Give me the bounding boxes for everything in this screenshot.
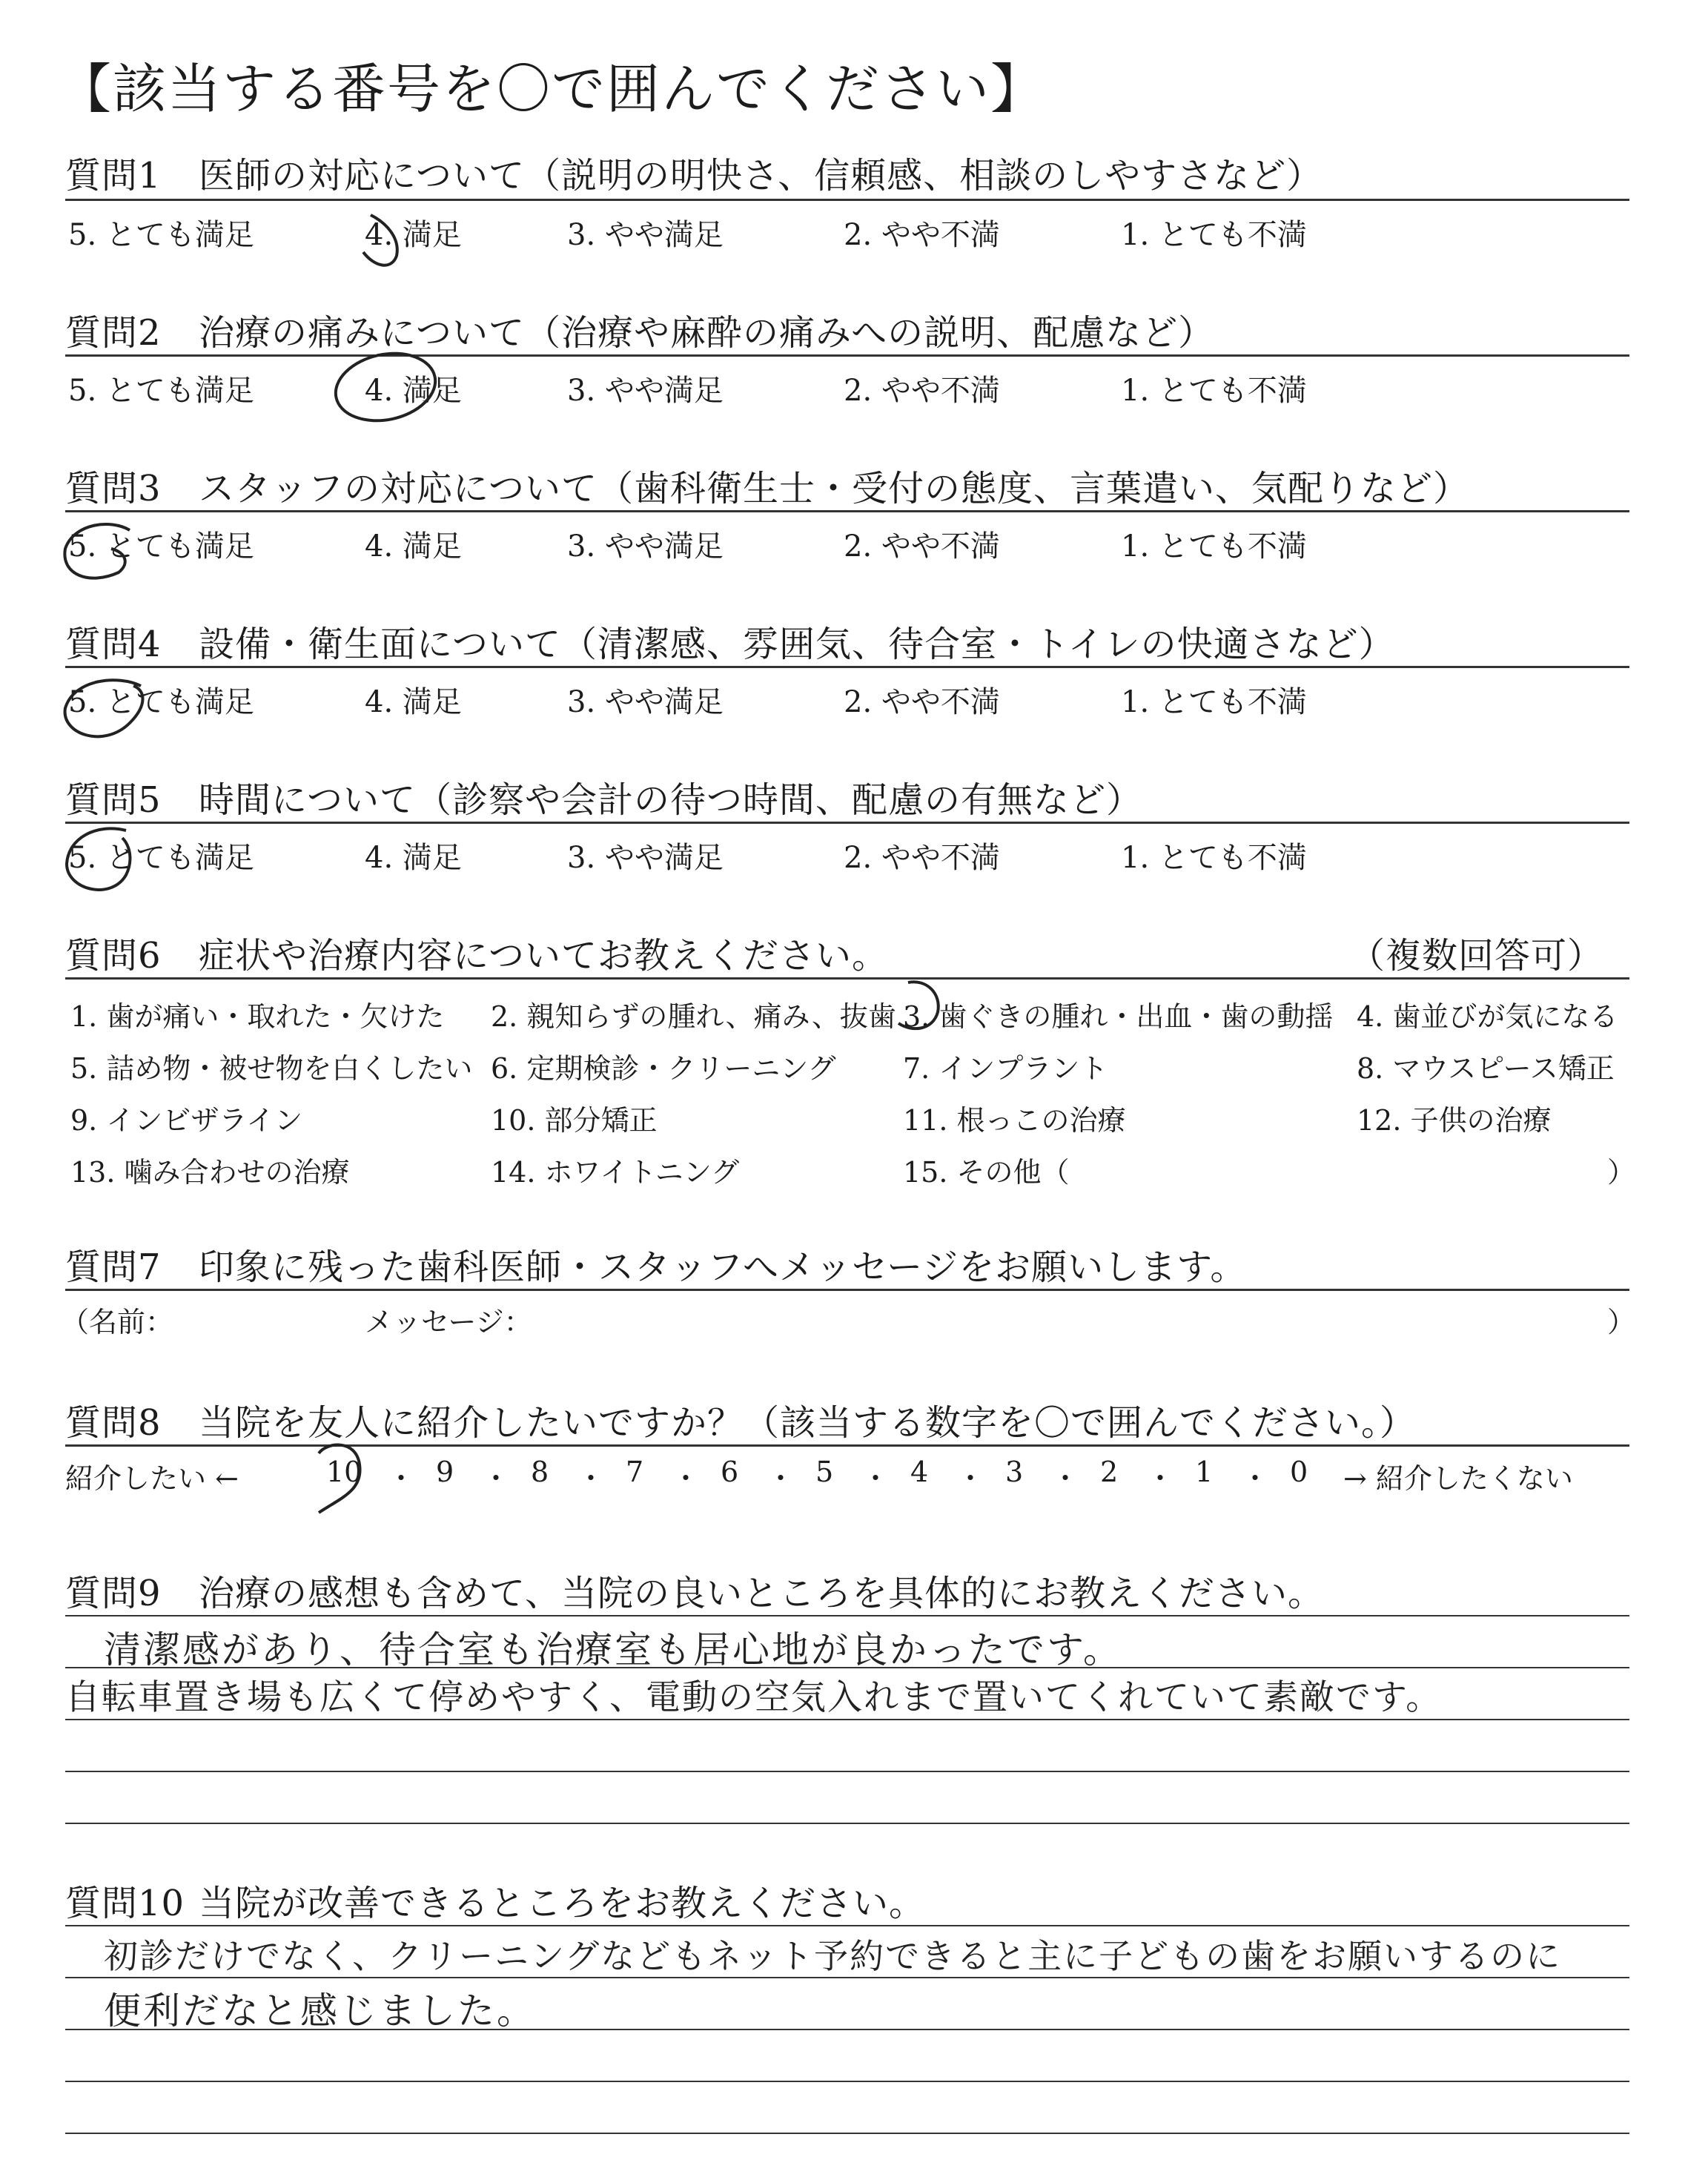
question-5-label: 質問5 bbox=[65, 779, 162, 821]
score-8[interactable]: 8 bbox=[531, 1456, 549, 1488]
q4-option-2[interactable]: 2. やや不満 bbox=[844, 685, 1000, 719]
scale-dot: ・ bbox=[956, 1462, 985, 1495]
message-field-label: メッセージ： bbox=[365, 1306, 532, 1338]
q1-option-5[interactable]: 5. とても満足 bbox=[68, 218, 254, 252]
q8-selection-circle bbox=[319, 1445, 363, 1513]
q6-item-15-close: ） bbox=[1607, 1156, 1636, 1189]
q6-item-12[interactable]: 12. 子供の治療 bbox=[1357, 1104, 1552, 1137]
score-6[interactable]: 6 bbox=[721, 1456, 739, 1488]
scale-dot: ・ bbox=[672, 1462, 701, 1495]
q7-close-paren: ） bbox=[1607, 1306, 1636, 1338]
name-field-label: （名前： bbox=[61, 1306, 174, 1338]
q5-option-3[interactable]: 3. やや満足 bbox=[567, 841, 724, 875]
question-1-label: 質問1 bbox=[65, 155, 162, 196]
question-7-text: 印象に残った歯科医師・スタッフへメッセージをお願いします。 bbox=[199, 1246, 1247, 1288]
question-3-label: 質問3 bbox=[65, 468, 162, 509]
scale-dot: ・ bbox=[1051, 1462, 1080, 1495]
recommend-right-label: → 紹介したくない bbox=[1343, 1462, 1573, 1495]
q6-item-6[interactable]: 6. 定期検診・クリーニング bbox=[491, 1052, 836, 1085]
q6-item-15[interactable]: 15. その他（ bbox=[903, 1156, 1070, 1189]
question-1-text: 医師の対応について（説明の明快さ、信頼感、相談のしやすさなど） bbox=[199, 155, 1323, 196]
question-9-text: 治療の感想も含めて、当院の良いところを具体的にお教えください。 bbox=[199, 1573, 1325, 1614]
q6-item-1[interactable]: 1. 歯が痛い・取れた・欠けた bbox=[70, 1000, 445, 1033]
scale-dot: ・ bbox=[387, 1462, 416, 1495]
q6-item-9[interactable]: 9. インビザライン bbox=[70, 1104, 303, 1137]
question-8-text: 当院を友人に紹介したいですか？（該当する数字を〇で囲んでください。） bbox=[199, 1402, 1417, 1444]
score-2[interactable]: 2 bbox=[1100, 1456, 1119, 1488]
scale-dot: ・ bbox=[482, 1462, 511, 1495]
q10-answer-line-2: 便利だなと感じました。 bbox=[104, 1989, 536, 2032]
question-4-label: 質問4 bbox=[65, 624, 162, 665]
q1-option-2[interactable]: 2. やや不満 bbox=[844, 218, 1000, 252]
q2-option-4[interactable]: 4. 満足 bbox=[365, 374, 462, 408]
question-5-text: 時間について（診察や会計の待つ時間、配慮の有無など） bbox=[199, 779, 1143, 821]
q1-option-4[interactable]: 4. 満足 bbox=[365, 218, 462, 252]
question-7-label: 質問7 bbox=[65, 1246, 162, 1288]
q6-item-4[interactable]: 4. 歯並びが気になる bbox=[1357, 1000, 1618, 1033]
q4-option-1[interactable]: 1. とても不満 bbox=[1121, 685, 1307, 719]
q6-item-14[interactable]: 14. ホワイトニング bbox=[491, 1156, 740, 1189]
q2-selection-circle bbox=[329, 345, 441, 429]
question-4-text: 設備・衛生面について（清潔感、雰囲気、待合室・トイレの快適さなど） bbox=[199, 624, 1395, 665]
q2-option-1[interactable]: 1. とても不満 bbox=[1121, 374, 1307, 408]
page-title: 【該当する番号を〇で囲んでください】 bbox=[58, 58, 1046, 120]
q6-item-11[interactable]: 11. 根っこの治療 bbox=[903, 1104, 1126, 1137]
score-3[interactable]: 3 bbox=[1005, 1456, 1024, 1488]
question-6-label: 質問6 bbox=[65, 935, 162, 977]
q6-item-2[interactable]: 2. 親知らずの腫れ、痛み、抜歯 bbox=[491, 1000, 896, 1033]
question-10-text: 当院が改善できるところをお教えください。 bbox=[199, 1883, 926, 1924]
score-9[interactable]: 9 bbox=[436, 1456, 454, 1488]
q4-option-4[interactable]: 4. 満足 bbox=[365, 685, 462, 719]
q5-option-1[interactable]: 1. とても不満 bbox=[1121, 841, 1307, 875]
q2-option-5[interactable]: 5. とても満足 bbox=[68, 374, 254, 408]
q4-option-5[interactable]: 5. とても満足 bbox=[68, 685, 254, 719]
q5-selection-circle bbox=[67, 828, 130, 889]
scale-dot: ・ bbox=[1241, 1462, 1270, 1495]
question-2-label: 質問2 bbox=[65, 312, 162, 354]
score-4[interactable]: 4 bbox=[910, 1456, 929, 1488]
scale-dot: ・ bbox=[767, 1462, 795, 1495]
q5-option-4[interactable]: 4. 満足 bbox=[365, 841, 462, 875]
scale-dot: ・ bbox=[577, 1462, 606, 1495]
score-5[interactable]: 5 bbox=[815, 1456, 834, 1488]
q6-item-8[interactable]: 8. マウスピース矯正 bbox=[1357, 1052, 1615, 1085]
score-0[interactable]: 0 bbox=[1290, 1456, 1308, 1488]
question-10-label: 質問10 bbox=[65, 1883, 185, 1924]
q3-option-2[interactable]: 2. やや不満 bbox=[844, 529, 1000, 564]
q4-selection-circle bbox=[65, 680, 143, 736]
q3-option-3[interactable]: 3. やや満足 bbox=[567, 529, 724, 564]
q1-selection-circle bbox=[363, 215, 397, 265]
q6-item-5[interactable]: 5. 詰め物・被せ物を白くしたい bbox=[70, 1052, 473, 1085]
q5-option-2[interactable]: 2. やや不満 bbox=[844, 841, 1000, 875]
q3-option-5[interactable]: 5. とても満足 bbox=[68, 529, 254, 564]
q9-answer-line-1: 清潔感があり、待合室も治療室も居心地が良かったです。 bbox=[104, 1628, 1122, 1671]
q2-option-2[interactable]: 2. やや不満 bbox=[844, 374, 1000, 408]
q1-option-1[interactable]: 1. とても不満 bbox=[1121, 218, 1307, 252]
question-3-text: スタッフの対応について（歯科衛生士・受付の態度、言葉遣い、気配りなど） bbox=[199, 468, 1470, 509]
q3-option-1[interactable]: 1. とても不満 bbox=[1121, 529, 1307, 564]
q10-answer-line-1: 初診だけでなく、クリーニングなどもネット予約できると主に子どもの歯をお願いするのに bbox=[104, 1936, 1562, 1976]
q6-item-3[interactable]: 3. 歯ぐきの腫れ・出血・歯の動揺 bbox=[903, 1000, 1334, 1033]
q2-option-3[interactable]: 3. やや満足 bbox=[567, 374, 724, 408]
score-10[interactable]: 10 bbox=[326, 1456, 363, 1488]
q4-option-3[interactable]: 3. やや満足 bbox=[567, 685, 724, 719]
q6-item-7[interactable]: 7. インプラント bbox=[903, 1052, 1108, 1085]
q6-item-13[interactable]: 13. 噛み合わせの治療 bbox=[70, 1156, 350, 1189]
q1-option-3[interactable]: 3. やや満足 bbox=[567, 218, 724, 252]
question-8-label: 質問8 bbox=[65, 1402, 162, 1444]
q6-selection-circle bbox=[898, 982, 939, 1028]
q3-option-4[interactable]: 4. 満足 bbox=[365, 529, 462, 564]
score-1[interactable]: 1 bbox=[1195, 1456, 1214, 1488]
score-7[interactable]: 7 bbox=[626, 1456, 644, 1488]
q5-option-5[interactable]: 5. とても満足 bbox=[68, 841, 254, 875]
question-6-note: （複数回答可） bbox=[1349, 935, 1604, 977]
q3-selection-circle bbox=[64, 524, 130, 578]
question-2-text: 治療の痛みについて（治療や麻酔の痛みへの説明、配慮など） bbox=[199, 312, 1215, 354]
q9-answer-line-2: 自転車置き場も広くて停めやすく、電動の空気入れまで置いてくれていて素敵です。 bbox=[65, 1677, 1443, 1718]
q6-item-10[interactable]: 10. 部分矯正 bbox=[491, 1104, 658, 1137]
question-6-text: 症状や治療内容についてお教えください。 bbox=[199, 935, 889, 977]
scale-dot: ・ bbox=[861, 1462, 890, 1495]
scale-dot: ・ bbox=[1146, 1462, 1175, 1495]
recommend-left-label: 紹介したい ← bbox=[65, 1462, 239, 1495]
question-9-label: 質問9 bbox=[65, 1573, 162, 1614]
